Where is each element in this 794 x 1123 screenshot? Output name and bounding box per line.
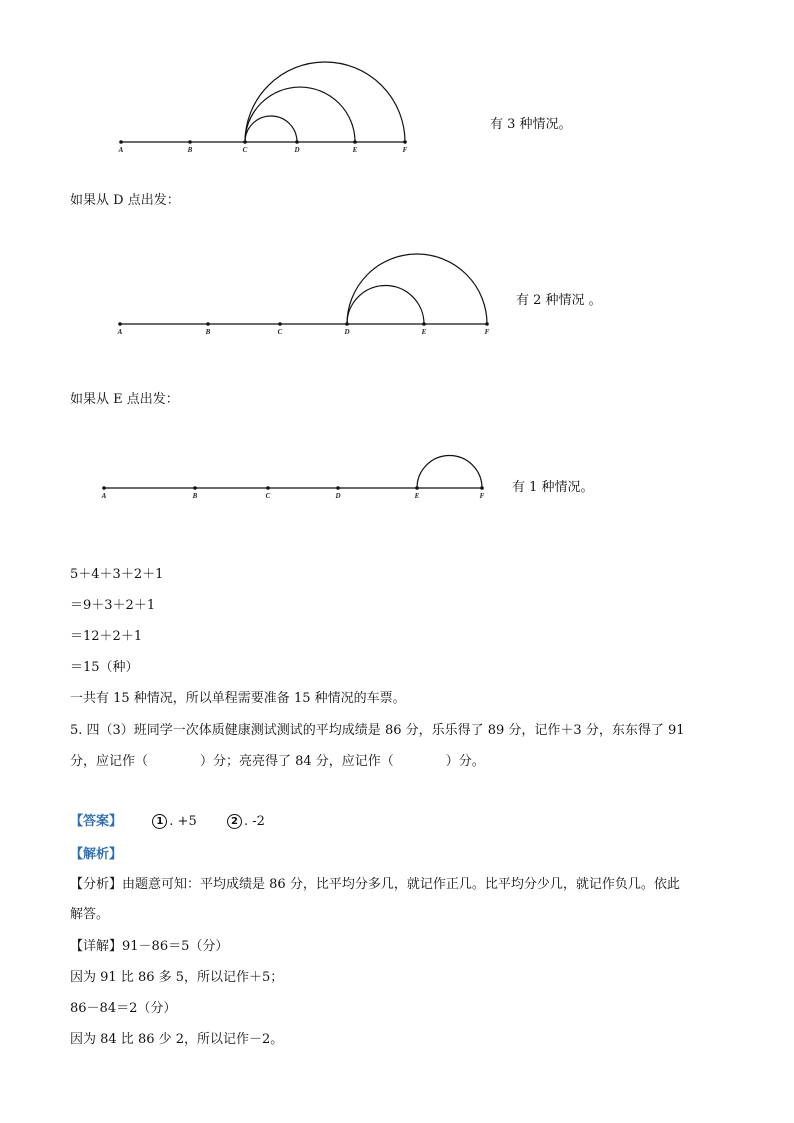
answer-marker-2: 2 <box>227 814 242 829</box>
diagram-from-c <box>0 90 794 160</box>
detail-line-4: 因为 84 比 86 少 2，所以记作－2。 <box>70 1032 284 1047</box>
conclusion: 一共有 15 种情况，所以单程需要准备 15 种情况的车票。 <box>70 691 406 706</box>
diagram-e-label-B: B <box>192 492 198 500</box>
diagram-d-point-F <box>485 322 489 326</box>
diagram-e-point-F <box>480 486 484 490</box>
diagram-c-label-A: A <box>118 146 124 154</box>
diagram-c-label-D: D <box>294 146 300 154</box>
diagram-d-label-F: F <box>484 328 490 336</box>
diagram-c-point-F <box>403 140 407 144</box>
diagram-e-arc-EF <box>417 456 482 489</box>
diagram-c-label-E: E <box>352 146 358 154</box>
analysis-label: 【分析】 <box>70 877 123 892</box>
from-e-heading: 如果从 E 点出发： <box>70 392 179 407</box>
detail-line-3: 86－84＝2（分） <box>70 1001 177 1016</box>
diagram-d-arc-DE <box>347 286 424 325</box>
diagram-c-point-D <box>295 140 299 144</box>
answer-row <box>70 813 265 831</box>
question-line-2: 分，应记作（ ）分；亮亮得了 84 分，应记作（ ）分。 <box>70 754 485 769</box>
diagram-c-arc-CF <box>245 62 405 142</box>
detail-line-2: 因为 91 比 86 多 5，所以记作＋5； <box>70 970 284 985</box>
detail-text-1: 91－86＝5（分） <box>122 939 229 954</box>
analysis-line-2: 解答。 <box>70 907 110 922</box>
diagram-from-e <box>0 430 794 505</box>
diagram-e-point-B <box>193 486 197 490</box>
calc-line-3: ＝12＋2＋1 <box>70 629 143 644</box>
diagram-c-arc-CE <box>245 87 355 142</box>
detail-line-1 <box>70 938 228 956</box>
diagram-c-point-C <box>243 140 247 144</box>
diagram-d-point-C <box>278 322 282 326</box>
diagram-c-label-F: F <box>402 146 408 154</box>
answer-value-1: . +5 <box>169 814 197 829</box>
diagram-c-label-B: B <box>187 146 193 154</box>
diagram-e-label-D: D <box>335 492 341 500</box>
diagram-c-arc-CD <box>245 116 297 142</box>
analysis-line-1 <box>70 876 680 894</box>
diagram-d-label-B: B <box>205 328 211 336</box>
answer-value-2: . -2 <box>244 814 265 829</box>
diagram-e-point-A <box>102 486 106 490</box>
diagram-d-point-D <box>345 322 349 326</box>
diagram-c-point-E <box>353 140 357 144</box>
diagram-d-point-E <box>422 322 426 326</box>
diagram-d-label-C: C <box>277 328 283 336</box>
diagram-d-point-B <box>206 322 210 326</box>
diagram-c-caption: 有 3 种情况。 <box>490 117 572 132</box>
diagram-d-label-E: E <box>421 328 427 336</box>
answer-marker-1: 1 <box>152 814 167 829</box>
calc-line-1: 5＋4＋3＋2＋1 <box>70 567 164 582</box>
diagram-from-d <box>0 270 794 345</box>
diagram-d-label-D: D <box>344 328 350 336</box>
diagram-c-point-A <box>119 140 123 144</box>
analysis-text-1: 由题意可知：平均成绩是 86 分，比平均分多几，就记作正几。比平均分少几，就记作负几。依此 <box>122 877 680 892</box>
diagram-e-caption: 有 1 种情况。 <box>512 480 594 495</box>
diagram-d-point-A <box>118 322 122 326</box>
diagram-d-caption: 有 2 种情况 。 <box>516 293 602 308</box>
diagram-e-label-A: A <box>101 492 107 500</box>
diagram-e-point-D <box>336 486 340 490</box>
diagram-e-point-C <box>266 486 270 490</box>
diagram-e-point-E <box>415 486 419 490</box>
diagram-e-label-C: C <box>265 492 271 500</box>
answer-label: 【答案】 <box>70 814 123 829</box>
calc-line-2: ＝9＋3＋2＋1 <box>70 598 156 613</box>
question-line-1: 5. 四（3）班同学一次体质健康测试测试的平均成绩是 86 分，乐乐得了 89 分，记作＋3 分，东东得了 91 <box>70 723 685 738</box>
diagram-c-label-C: C <box>242 146 248 154</box>
from-d-heading: 如果从 D 点出发： <box>70 193 180 208</box>
diagram-d-label-A: A <box>117 328 123 336</box>
analysis-heading: 【解析】 <box>70 847 123 862</box>
diagram-e-label-E: E <box>414 492 420 500</box>
calc-line-4: ＝15（种） <box>70 660 139 675</box>
detail-label: 【详解】 <box>70 939 123 954</box>
diagram-c-point-B <box>188 140 192 144</box>
diagram-e-label-F: F <box>479 492 485 500</box>
